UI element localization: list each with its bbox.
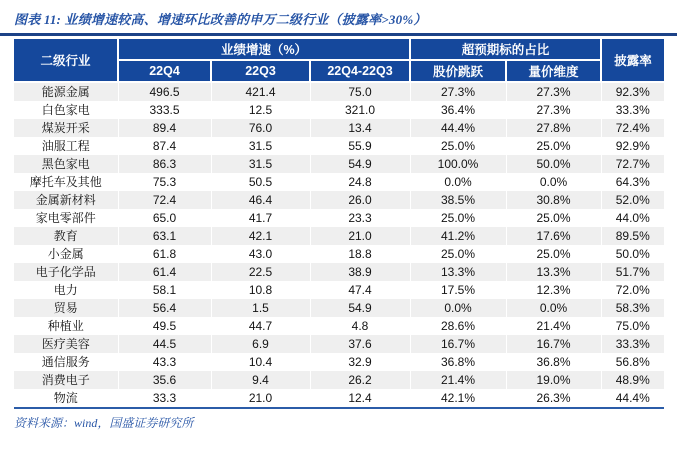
table-row	[14, 335, 664, 353]
value-cell: 6.9	[211, 335, 310, 353]
table-row	[14, 317, 664, 335]
industry-cell: 白色家电	[41, 103, 90, 117]
value-cell: 17.5%	[410, 281, 506, 299]
value-cell: 87.4	[118, 137, 211, 155]
title-rule	[0, 33, 677, 36]
value-cell: 13.3%	[410, 263, 506, 281]
value-cell: 28.6%	[410, 317, 506, 335]
value-cell: 26.3%	[506, 389, 601, 408]
value-cell: 0.0%	[410, 299, 506, 317]
value-cell: 0.0%	[506, 299, 601, 317]
table-row	[14, 119, 664, 137]
value-cell: 44.5	[118, 335, 211, 353]
value-cell: 24.8	[310, 173, 410, 191]
table-row	[14, 281, 664, 299]
industry-cell: 种植业	[47, 319, 84, 333]
value-cell: 65.0	[118, 209, 211, 227]
value-cell: 27.3%	[506, 82, 601, 101]
industry-cell: 黑色家电	[41, 157, 90, 171]
table-row	[14, 227, 664, 245]
table-row	[14, 371, 664, 389]
value-cell: 333.5	[118, 101, 211, 119]
header-22q4: 22Q4	[118, 60, 211, 82]
value-cell: 43.3	[118, 353, 211, 371]
value-cell: 13.4	[310, 119, 410, 137]
value-cell: 10.8	[211, 281, 310, 299]
value-cell: 25.0%	[506, 137, 601, 155]
value-cell: 21.0	[211, 389, 310, 408]
value-cell: 58.3%	[601, 299, 664, 317]
value-cell: 321.0	[310, 101, 410, 119]
value-cell: 92.9%	[601, 137, 664, 155]
header-group-beat: 超预期标的占比	[410, 39, 601, 60]
value-cell: 13.3%	[506, 263, 601, 281]
value-cell: 42.1%	[410, 389, 506, 408]
value-cell: 21.4%	[410, 371, 506, 389]
table-row	[14, 101, 664, 119]
table-row	[14, 263, 664, 281]
value-cell: 26.2	[310, 371, 410, 389]
value-cell: 50.5	[211, 173, 310, 191]
value-cell: 421.4	[211, 82, 310, 101]
industry-cell: 贸易	[53, 301, 78, 315]
value-cell: 76.0	[211, 119, 310, 137]
industry-cell: 教育	[53, 229, 78, 243]
value-cell: 42.1	[211, 227, 310, 245]
table-row	[14, 137, 664, 155]
value-cell: 32.9	[310, 353, 410, 371]
value-cell: 63.1	[118, 227, 211, 245]
value-cell: 23.3	[310, 209, 410, 227]
table-body	[14, 82, 664, 408]
value-cell: 27.3%	[506, 101, 601, 119]
value-cell: 44.4%	[410, 119, 506, 137]
industry-cell: 医疗美容	[41, 337, 90, 351]
value-cell: 72.4%	[601, 119, 664, 137]
value-cell: 16.7%	[410, 335, 506, 353]
value-cell: 17.6%	[506, 227, 601, 245]
value-cell: 0.0%	[410, 173, 506, 191]
header-price-jump: 股价跳跃	[410, 60, 506, 82]
table-row	[14, 155, 664, 173]
value-cell: 86.3	[118, 155, 211, 173]
header-volume-price: 量价维度	[506, 60, 601, 82]
value-cell: 51.7%	[601, 263, 664, 281]
industry-table	[14, 39, 664, 409]
industry-cell: 消费电子	[41, 373, 90, 387]
industry-cell: 油服工程	[41, 139, 90, 153]
value-cell: 33.3	[118, 389, 211, 408]
value-cell: 41.2%	[410, 227, 506, 245]
value-cell: 64.3%	[601, 173, 664, 191]
value-cell: 18.8	[310, 245, 410, 263]
value-cell: 41.7	[211, 209, 310, 227]
value-cell: 27.8%	[506, 119, 601, 137]
industry-cell: 电力	[53, 283, 78, 297]
table-row	[14, 299, 664, 317]
header-22q4-22q3: 22Q4-22Q3	[310, 60, 410, 82]
value-cell: 58.1	[118, 281, 211, 299]
value-cell: 47.4	[310, 281, 410, 299]
value-cell: 43.0	[211, 245, 310, 263]
industry-cell: 电子化学品	[35, 265, 96, 279]
value-cell: 54.9	[310, 155, 410, 173]
value-cell: 55.9	[310, 137, 410, 155]
header-22q3: 22Q3	[211, 60, 310, 82]
value-cell: 72.7%	[601, 155, 664, 173]
value-cell: 27.3%	[410, 82, 506, 101]
value-cell: 12.3%	[506, 281, 601, 299]
value-cell: 72.0%	[601, 281, 664, 299]
value-cell: 75.3	[118, 173, 211, 191]
value-cell: 50.0%	[601, 245, 664, 263]
value-cell: 37.6	[310, 335, 410, 353]
value-cell: 26.0	[310, 191, 410, 209]
value-cell: 49.5	[118, 317, 211, 335]
value-cell: 1.5	[211, 299, 310, 317]
value-cell: 25.0%	[410, 245, 506, 263]
industry-cell: 煤炭开采	[41, 121, 90, 135]
value-cell: 21.0	[310, 227, 410, 245]
value-cell: 4.8	[310, 317, 410, 335]
value-cell: 0.0%	[506, 173, 601, 191]
value-cell: 50.0%	[506, 155, 601, 173]
industry-cell: 能源金属	[41, 85, 90, 99]
value-cell: 38.5%	[410, 191, 506, 209]
industry-cell: 金属新材料	[35, 193, 96, 207]
value-cell: 35.6	[118, 371, 211, 389]
value-cell: 22.5	[211, 263, 310, 281]
table-row	[14, 82, 664, 101]
table-row	[14, 191, 664, 209]
header-group-growth: 业绩增速（%）	[118, 39, 410, 60]
value-cell: 25.0%	[410, 137, 506, 155]
value-cell: 33.3%	[601, 101, 664, 119]
value-cell: 30.8%	[506, 191, 601, 209]
value-cell: 52.0%	[601, 191, 664, 209]
value-cell: 496.5	[118, 82, 211, 101]
industry-cell: 小金属	[47, 247, 84, 261]
value-cell: 31.5	[211, 155, 310, 173]
value-cell: 89.5%	[601, 227, 664, 245]
value-cell: 25.0%	[506, 209, 601, 227]
value-cell: 44.7	[211, 317, 310, 335]
value-cell: 36.8%	[506, 353, 601, 371]
value-cell: 19.0%	[506, 371, 601, 389]
value-cell: 61.4	[118, 263, 211, 281]
table-row	[14, 353, 664, 371]
value-cell: 12.5	[211, 101, 310, 119]
value-cell: 100.0%	[410, 155, 506, 173]
value-cell: 21.4%	[506, 317, 601, 335]
table-row	[14, 245, 664, 263]
figure-title: 图表 11: 业绩增速较高、增速环比改善的申万二级行业（披露率>30%）	[14, 12, 427, 27]
value-cell: 36.4%	[410, 101, 506, 119]
value-cell: 25.0%	[410, 209, 506, 227]
header-disclosure: 披露率	[601, 39, 664, 82]
industry-cell: 物流	[53, 391, 78, 405]
source-note: 资料来源：wind，国盛证券研究所	[14, 416, 194, 430]
table-row	[14, 389, 664, 408]
value-cell: 33.3%	[601, 335, 664, 353]
industry-cell: 家电零部件	[35, 211, 96, 225]
value-cell: 36.8%	[410, 353, 506, 371]
value-cell: 75.0	[310, 82, 410, 101]
table-header	[14, 39, 664, 82]
table-row	[14, 209, 664, 227]
value-cell: 72.4	[118, 191, 211, 209]
value-cell: 31.5	[211, 137, 310, 155]
industry-cell: 通信服务	[41, 355, 90, 369]
table-row	[14, 173, 664, 191]
value-cell: 56.4	[118, 299, 211, 317]
value-cell: 46.4	[211, 191, 310, 209]
value-cell: 9.4	[211, 371, 310, 389]
industry-cell: 摩托车及其他	[29, 175, 102, 189]
value-cell: 44.4%	[601, 389, 664, 408]
value-cell: 44.0%	[601, 209, 664, 227]
value-cell: 38.9	[310, 263, 410, 281]
value-cell: 12.4	[310, 389, 410, 408]
value-cell: 92.3%	[601, 82, 664, 101]
value-cell: 89.4	[118, 119, 211, 137]
value-cell: 75.0%	[601, 317, 664, 335]
value-cell: 61.8	[118, 245, 211, 263]
value-cell: 10.4	[211, 353, 310, 371]
value-cell: 16.7%	[506, 335, 601, 353]
header-industry: 二级行业	[14, 39, 118, 82]
value-cell: 54.9	[310, 299, 410, 317]
value-cell: 25.0%	[506, 245, 601, 263]
value-cell: 48.9%	[601, 371, 664, 389]
value-cell: 56.8%	[601, 353, 664, 371]
